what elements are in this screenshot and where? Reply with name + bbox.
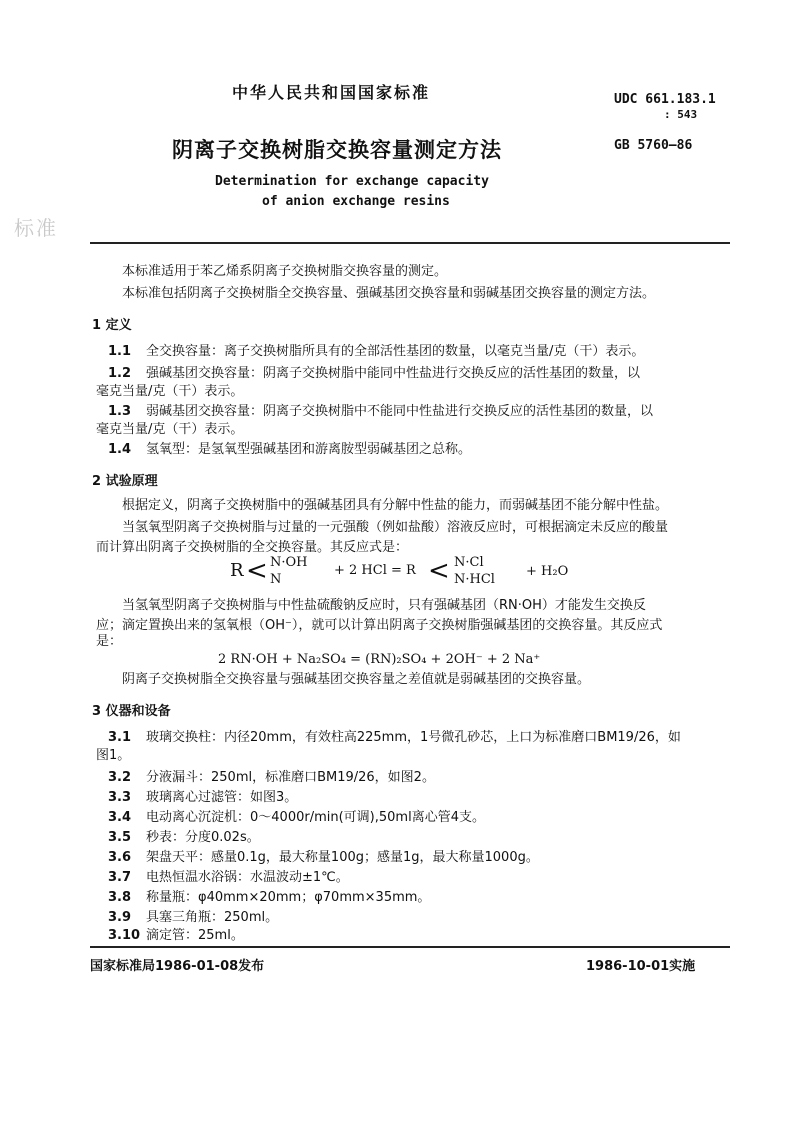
clause-3-3 [108, 788, 732, 808]
side-stamp: 标准 [14, 216, 58, 240]
clause-text: 全交换容量：离子交换树脂所具有的全部活性基团的数量，以毫克当量/克（干）表示。 [146, 344, 645, 359]
gb-number: GB 5760—86 [614, 138, 693, 153]
udc-number: UDC 661.183.1 [614, 92, 716, 107]
clause-1-4 [108, 440, 732, 460]
clause-text: 称量瓶：φ40mm×20mm；φ70mm×35mm。 [146, 890, 431, 905]
clause-text: 弱碱基团交换容量：阴离子交换树脂中不能同中性盐进行交换反应的活性基团的数量，以 [146, 404, 654, 419]
document-title-cn: 阴离子交换树脂交换容量测定方法 [172, 138, 502, 162]
clause-number: 3.1 [108, 730, 132, 745]
clause-3-8 [108, 888, 732, 908]
effective-date: 1986-10-01实施 [586, 959, 696, 974]
clause-3-2 [108, 768, 732, 788]
clause-number: 3.10 [108, 928, 141, 943]
section-1-heading: 1 定义 [92, 318, 132, 333]
clause-text: 玻璃离心过滤管：如图3。 [146, 790, 298, 805]
clause-1-2-cont: 毫克当量/克（干）表示。 [96, 384, 244, 399]
clause-text: 电热恒温水浴锅：水温波动±1℃。 [146, 870, 349, 885]
branch-bracket: < [428, 556, 450, 586]
clause-number: 1.3 [108, 404, 132, 419]
clause-text: 玻璃交换柱：内径20mm，有效柱高225mm，1号微孔砂芯，上口为标准磨口BM19/26，如 [146, 730, 681, 745]
footer-rule [90, 946, 730, 948]
clause-3-10 [108, 926, 732, 946]
eq-resin-symbol: R [230, 560, 244, 581]
principle-paragraph-2-cont: 而计算出阴离子交换树脂的全交换容量。其反应式是： [96, 540, 409, 555]
clause-number: 3.6 [108, 850, 132, 865]
clause-3-7 [108, 868, 732, 888]
header-rule [90, 242, 730, 244]
eq-bottom-group-2: N·HCl [454, 572, 495, 587]
section-3-heading: 3 仪器和设备 [92, 704, 171, 719]
clause-number: 3.8 [108, 890, 132, 905]
principle-paragraph-3: 当氢氧型阴离子交换树脂与中性盐硫酸钠反应时，只有强碱基团（RN·OH）才能发生交换反 [122, 598, 646, 613]
reaction-equation-2: 2 RN·OH + Na₂SO₄ = (RN)₂SO₄ + 2OH⁻ + 2 Na⁺ [218, 652, 541, 667]
clause-3-1-cont: 图1。 [96, 748, 131, 763]
principle-paragraph-3-end: 是： [96, 634, 123, 649]
clause-number: 3.2 [108, 770, 132, 785]
clause-text: 具塞三角瓶：250ml。 [146, 910, 279, 925]
clause-text: 秒表：分度0.02s。 [146, 830, 260, 845]
eq-tail: + H₂O [526, 564, 569, 579]
principle-paragraph-3-cont: 应；滴定置换出来的氢氧根（OH⁻），就可以计算出阴离子交换树脂强碱基团的交换容量。其反应式 [96, 618, 663, 633]
clause-3-9 [108, 908, 732, 928]
clause-number: 3.7 [108, 870, 132, 885]
clause-3-4 [108, 808, 732, 828]
clause-number: 1.4 [108, 442, 132, 457]
clause-text: 氢氧型：是氢氧型强碱基团和游离胺型弱碱基团之总称。 [146, 442, 472, 457]
document-title-en-line2: of anion exchange resins [262, 194, 450, 209]
issue-date: 国家标准局1986-01-08发布 [90, 959, 265, 974]
principle-paragraph-2: 当氢氧型阴离子交换树脂与过量的一元强酸（例如盐酸）溶液反应时，可根据滴定未反应的酸量 [122, 520, 669, 535]
clause-text: 强碱基团交换容量：阴离子交换树脂中能同中性盐进行交换反应的活性基团的数量，以 [146, 366, 641, 381]
clause-number: 3.3 [108, 790, 132, 805]
clause-3-6 [108, 848, 732, 868]
issuing-authority: 中华人民共和国国家标准 [232, 83, 431, 102]
eq-bottom-group-1: N [270, 572, 282, 587]
clause-1-1 [108, 342, 732, 362]
clause-3-5 [108, 828, 732, 848]
clause-1-3-cont: 毫克当量/克（干）表示。 [96, 422, 244, 437]
section-2-heading: 2 试验原理 [92, 474, 158, 489]
principle-paragraph-4: 阴离子交换树脂全交换容量与强碱基团交换容量之差值就是弱碱基团的交换容量。 [122, 672, 591, 687]
eq-top-group-1: N·OH [270, 555, 308, 570]
eq-top-group-2: N·Cl [454, 555, 484, 570]
clause-number: 3.9 [108, 910, 132, 925]
clause-3-1 [108, 728, 732, 748]
principle-paragraph-1: 根据定义，阴离子交换树脂中的强碱基团具有分解中性盐的能力，而弱碱基团不能分解中性盐。 [122, 498, 669, 513]
branch-bracket: < [246, 556, 268, 586]
clause-number: 3.4 [108, 810, 132, 825]
document-title-en-line1: Determination for exchange capacity [215, 174, 489, 189]
clause-text: 架盘天平：感量0.1g，最大称量100g；感量1g，最大称量1000g。 [146, 850, 539, 865]
clause-1-3 [108, 402, 732, 422]
eq-middle: + 2 HCl = R [334, 563, 416, 578]
clause-number: 3.5 [108, 830, 132, 845]
clause-text: 分液漏斗：250ml，标准磨口BM19/26，如图2。 [146, 770, 435, 785]
clause-text: 电动离心沉淀机：0～4000r/min(可调),50ml离心管4支。 [146, 810, 485, 825]
clause-number: 1.1 [108, 344, 132, 359]
clause-1-2 [108, 364, 732, 384]
clause-text: 滴定管：25ml。 [146, 928, 244, 943]
intro-paragraph-2: 本标准包括阴离子交换树脂全交换容量、强碱基团交换容量和弱碱基团交换容量的测定方法。 [122, 286, 656, 301]
intro-paragraph-1: 本标准适用于苯乙烯系阴离子交换树脂交换容量的测定。 [122, 264, 448, 279]
udc-number-cont: : 543 [664, 108, 698, 121]
clause-number: 1.2 [108, 366, 132, 381]
